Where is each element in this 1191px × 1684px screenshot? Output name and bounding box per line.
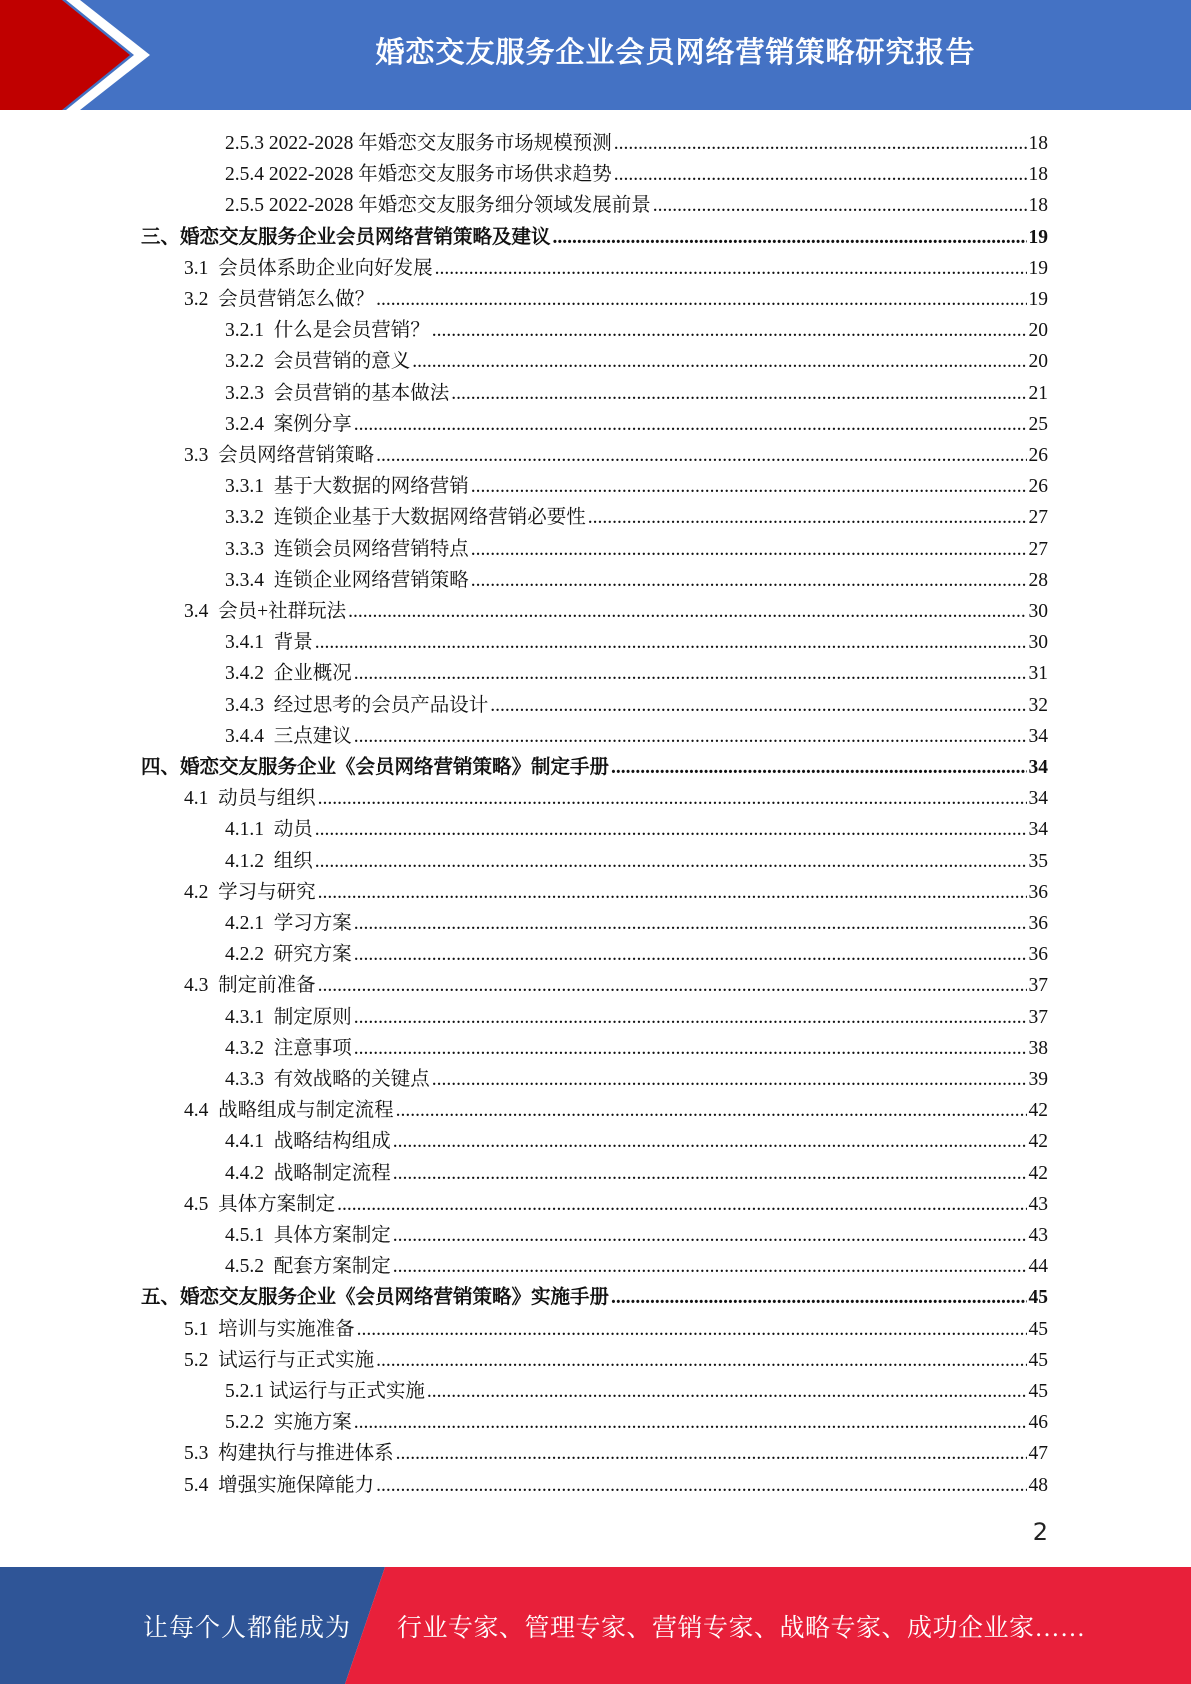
toc-entry-page: 18	[1028, 164, 1048, 186]
toc-entry-page: 45	[1028, 1287, 1048, 1309]
header-banner	[0, 0, 1191, 110]
toc-entry-label: 4.2.2 研究方案	[225, 944, 352, 966]
toc-entry-label: 3.4.4 三点建议	[225, 725, 352, 747]
toc-entry[interactable]	[225, 1158, 1048, 1189]
toc-dot-leader	[376, 284, 1026, 315]
toc-entry-label: 三、婚恋交友服务企业会员网络营销策略及建议	[141, 226, 551, 248]
toc-entry[interactable]	[225, 846, 1048, 877]
toc-entry[interactable]	[225, 159, 1048, 190]
toc-entry-page: 45	[1028, 1318, 1048, 1340]
toc-entry[interactable]	[225, 315, 1048, 346]
toc-entry[interactable]	[184, 970, 1048, 1001]
toc-entry-label: 3.4.3 经过思考的会员产品设计	[225, 694, 489, 716]
toc-entry[interactable]	[225, 128, 1048, 159]
toc-entry-page: 25	[1028, 413, 1048, 435]
toc-entry-label: 3.3.1 基于大数据的网络营销	[225, 476, 469, 498]
toc-entry-label: 4.3.2 注意事项	[225, 1037, 352, 1059]
toc-entry-label: 5.2.2 实施方案	[225, 1412, 352, 1434]
toc-entry[interactable]	[225, 1407, 1048, 1438]
toc-entry-page: 26	[1028, 476, 1048, 498]
toc-entry-label: 4.1 动员与组织	[184, 788, 316, 810]
toc-chapter-entry[interactable]	[141, 752, 1048, 783]
toc-entry-page: 26	[1028, 445, 1048, 466]
toc-dot-leader	[553, 222, 1027, 253]
toc-chapter-entry[interactable]	[141, 222, 1048, 253]
toc-entry[interactable]	[184, 596, 1048, 627]
toc-entry-page: 32	[1028, 694, 1048, 716]
toc-entry[interactable]	[225, 908, 1048, 939]
toc-entry-page: 18	[1028, 195, 1048, 217]
toc-entry-label: 4.5.2 配套方案制定	[225, 1256, 391, 1278]
toc-entry-label: 4.2.1 学习方案	[225, 913, 352, 934]
toc-entry-page: 43	[1028, 1225, 1048, 1246]
toc-entry[interactable]	[225, 1126, 1048, 1157]
toc-entry-page: 34	[1028, 788, 1048, 810]
toc-dot-leader	[354, 908, 1027, 939]
toc-entry-label: 4.1.1 动员	[225, 819, 313, 841]
toc-dot-leader	[451, 378, 1026, 409]
toc-dot-leader	[471, 471, 1027, 502]
toc-entry-label: 3.2.1 什么是会员营销？	[225, 320, 430, 342]
toc-entry-page: 35	[1028, 850, 1048, 872]
toc-entry[interactable]	[184, 1189, 1048, 1220]
toc-dot-leader	[435, 253, 1027, 284]
toc-entry[interactable]	[184, 877, 1048, 908]
toc-entry-page: 20	[1028, 351, 1048, 373]
toc-entry-label: 3.4.1 背景	[225, 632, 313, 654]
toc-dot-leader	[396, 1095, 1027, 1126]
toc-entry-page: 34	[1028, 725, 1048, 747]
toc-dot-leader	[393, 1251, 1027, 1282]
toc-entry-label: 3.2.4 案例分享	[225, 413, 352, 435]
toc-dot-leader	[376, 440, 1026, 471]
toc-entry-label: 4.5 具体方案制定	[184, 1193, 336, 1215]
toc-dot-leader	[354, 409, 1027, 440]
header-chevron-decoration	[0, 0, 170, 110]
toc-dot-leader	[354, 1002, 1027, 1033]
toc-entry-label: 2.5.3 2022-2028 年婚恋交友服务市场规模预测	[225, 133, 612, 154]
toc-dot-leader	[318, 970, 1027, 1001]
toc-entry-label: 4.3.3 有效战略的关键点	[225, 1069, 430, 1090]
toc-entry-page: 44	[1028, 1256, 1048, 1278]
toc-entry-label: 5.2.1 试运行与正式实施	[225, 1381, 425, 1402]
toc-entry-page: 43	[1028, 1193, 1048, 1215]
toc-entry-label: 3.4.2 企业概况	[225, 663, 352, 685]
toc-entry-page: 34	[1028, 819, 1048, 841]
toc-dot-leader	[396, 1438, 1027, 1469]
toc-dot-leader	[357, 1314, 1027, 1345]
toc-entry-page: 45	[1028, 1381, 1048, 1402]
toc-dot-leader	[348, 596, 1026, 627]
toc-entry[interactable]	[184, 1470, 1048, 1501]
toc-entry-page: 37	[1028, 1006, 1048, 1028]
toc-dot-leader	[315, 627, 1027, 658]
toc-dot-leader	[393, 1126, 1027, 1157]
toc-entry-label: 4.5.1 具体方案制定	[225, 1225, 391, 1246]
toc-entry[interactable]	[225, 721, 1048, 752]
toc-entry[interactable]	[225, 1220, 1048, 1251]
toc-entry[interactable]	[184, 1314, 1048, 1345]
toc-entry-label: 五、婚恋交友服务企业《会员网络营销策略》实施手册	[141, 1287, 610, 1309]
toc-entry[interactable]	[225, 627, 1048, 658]
toc-dot-leader	[376, 1345, 1026, 1376]
toc-entry[interactable]	[225, 690, 1048, 721]
toc-dot-leader	[614, 159, 1027, 190]
toc-entry-page: 19	[1028, 257, 1048, 279]
toc-entry[interactable]	[225, 378, 1048, 409]
toc-dot-leader	[354, 658, 1027, 689]
toc-entry-label: 3.3.2 连锁企业基于大数据网络营销必要性	[225, 507, 586, 529]
toc-dot-leader	[354, 1407, 1027, 1438]
toc-entry-page: 42	[1028, 1162, 1048, 1184]
toc-entry-page: 28	[1028, 569, 1048, 591]
toc-entry[interactable]	[225, 190, 1048, 221]
toc-entry-page: 48	[1028, 1474, 1048, 1496]
toc-dot-leader	[490, 690, 1026, 721]
toc-dot-leader	[393, 1158, 1027, 1189]
toc-entry-page: 30	[1028, 601, 1048, 622]
toc-entry-page: 47	[1028, 1443, 1048, 1465]
toc-entry[interactable]	[225, 409, 1048, 440]
toc-entry[interactable]	[184, 284, 1048, 315]
toc-dot-leader	[471, 534, 1027, 565]
toc-dot-leader	[432, 315, 1027, 346]
toc-dot-leader	[318, 877, 1027, 908]
toc-entry-page: 34	[1028, 757, 1048, 778]
toc-dot-leader	[427, 1376, 1027, 1407]
toc-entry-page: 36	[1028, 881, 1048, 903]
toc-entry-label: 四、婚恋交友服务企业《会员网络营销策略》制定手册	[141, 757, 610, 778]
toc-entry-label: 4.3.1 制定原则	[225, 1006, 352, 1028]
toc-dot-leader	[588, 502, 1027, 533]
toc-dot-leader	[611, 752, 1026, 783]
toc-entry[interactable]	[225, 1064, 1048, 1095]
toc-entry-label: 3.3.3 连锁会员网络营销特点	[225, 538, 469, 560]
toc-entry[interactable]	[225, 1251, 1048, 1282]
toc-dot-leader	[614, 128, 1027, 159]
toc-entry[interactable]	[225, 346, 1048, 377]
toc-entry-label: 3.3.4 连锁企业网络营销策略	[225, 569, 469, 591]
toc-entry[interactable]	[225, 814, 1048, 845]
toc-entry-label: 5.1 培训与实施准备	[184, 1318, 355, 1340]
toc-entry-label: 4.1.2 组织	[225, 850, 313, 872]
toc-chapter-entry[interactable]	[141, 1282, 1048, 1313]
toc-dot-leader	[354, 721, 1027, 752]
toc-entry[interactable]	[225, 1033, 1048, 1064]
toc-dot-leader	[393, 1220, 1027, 1251]
toc-dot-leader	[315, 846, 1027, 877]
toc-dot-leader	[354, 939, 1027, 970]
toc-entry-label: 4.4.1 战略结构组成	[225, 1131, 391, 1153]
toc-entry-page: 42	[1028, 1131, 1048, 1153]
toc-entry-page: 20	[1028, 320, 1048, 342]
toc-entry-label: 3.3 会员网络营销策略	[184, 445, 375, 466]
footer-slogan-left: 让每个人都能成为	[143, 1614, 352, 1642]
toc-entry-page: 45	[1028, 1349, 1048, 1371]
footer-banner	[0, 1567, 1191, 1684]
toc-entry-label: 3.4 会员+社群玩法	[184, 601, 347, 622]
toc-entry-page: 27	[1028, 538, 1048, 560]
toc-dot-leader	[432, 1064, 1027, 1095]
toc-entry[interactable]	[225, 502, 1048, 533]
toc-entry-page: 36	[1028, 944, 1048, 966]
toc-entry-label: 5.4 增强实施保障能力	[184, 1474, 375, 1496]
toc-entry[interactable]	[184, 783, 1048, 814]
toc-dot-leader	[376, 1470, 1026, 1501]
toc-dot-leader	[354, 1033, 1027, 1064]
toc-entry-label: 4.2 学习与研究	[184, 881, 316, 903]
toc-entry[interactable]	[184, 1345, 1048, 1376]
page-number: 2	[1032, 1518, 1048, 1546]
toc-dot-leader	[471, 565, 1027, 596]
toc-entry[interactable]	[225, 565, 1048, 596]
toc-dot-leader	[318, 783, 1027, 814]
toc-entry[interactable]	[184, 440, 1048, 471]
toc-entry-page: 42	[1028, 1100, 1048, 1122]
toc-entry-page: 18	[1028, 133, 1048, 154]
toc-entry[interactable]	[225, 1376, 1048, 1407]
document-title: 婚恋交友服务企业会员网络营销策略研究报告	[375, 34, 976, 69]
toc-entry-label: 4.3 制定前准备	[184, 975, 316, 997]
toc-entry-label: 4.4.2 战略制定流程	[225, 1162, 391, 1184]
toc-entry-page: 21	[1028, 382, 1048, 404]
toc-entry[interactable]	[225, 534, 1048, 565]
toc-entry-label: 3.2 会员营销怎么做？	[184, 289, 375, 310]
toc-entry-label: 5.2 试运行与正式实施	[184, 1349, 375, 1371]
toc-entry[interactable]	[184, 1438, 1048, 1469]
toc-entry[interactable]	[184, 253, 1048, 284]
toc-dot-leader	[653, 190, 1027, 221]
toc-entry-page: 19	[1028, 289, 1048, 310]
toc-entry-page: 31	[1028, 663, 1048, 685]
toc-dot-leader	[337, 1189, 1026, 1220]
toc-entry-page: 38	[1028, 1037, 1048, 1059]
toc-entry-label: 3.2.2 会员营销的意义	[225, 351, 411, 373]
toc-entry-label: 2.5.5 2022-2028 年婚恋交友服务细分领域发展前景	[225, 195, 651, 217]
toc-entry-label: 3.2.3 会员营销的基本做法	[225, 382, 450, 404]
toc-entry[interactable]	[225, 471, 1048, 502]
toc-entry-page: 27	[1028, 507, 1048, 529]
toc-dot-leader	[315, 814, 1027, 845]
toc-entry-page: 46	[1028, 1412, 1048, 1434]
toc-entry-label: 5.3 构建执行与推进体系	[184, 1443, 394, 1465]
toc-entry-page: 30	[1028, 632, 1048, 654]
toc-entry[interactable]	[225, 1002, 1048, 1033]
toc-entry-page: 37	[1028, 975, 1048, 997]
toc-entry-label: 3.1 会员体系助企业向好发展	[184, 257, 433, 279]
toc-entry[interactable]	[184, 1095, 1048, 1126]
toc-entry-page: 19	[1028, 226, 1048, 248]
toc-dot-leader	[412, 346, 1026, 377]
toc-entry[interactable]	[225, 939, 1048, 970]
toc-entry-label: 2.5.4 2022-2028 年婚恋交友服务市场供求趋势	[225, 164, 612, 186]
toc-entry-page: 36	[1028, 913, 1048, 934]
toc-entry-label: 4.4 战略组成与制定流程	[184, 1100, 394, 1122]
footer-slogan-right: 行业专家、管理专家、营销专家、战略专家、成功企业家……	[397, 1614, 1086, 1642]
toc-entry[interactable]	[225, 658, 1048, 689]
toc-dot-leader	[611, 1282, 1026, 1313]
toc-entry-page: 39	[1028, 1069, 1048, 1090]
